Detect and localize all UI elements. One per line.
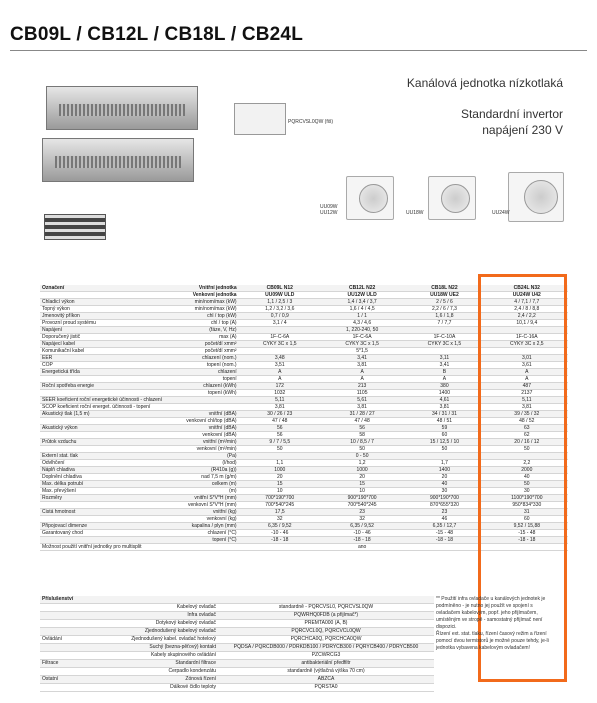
spec-value: 5,61 [321, 397, 403, 404]
spec-value: 0 - 50 [321, 453, 403, 460]
spec-value: CYKY 3C x 2,5 [486, 341, 568, 348]
spec-value [403, 453, 485, 460]
spec-value: 20 [239, 474, 321, 481]
accessory-name: Dálkové čidlo teploty [104, 684, 218, 692]
spec-value: 3,41 [403, 362, 485, 369]
spec-value: 3,01 [486, 355, 568, 362]
spec-unit: chlazení (nom.) [164, 355, 239, 362]
spec-unit: chl / top (kW) [164, 313, 239, 320]
spec-value: 56 [239, 425, 321, 432]
spec-value: 9,52 / 15,88 [486, 523, 568, 530]
spec-label [40, 516, 164, 523]
spec-unit: vnitřní (kg) [164, 509, 239, 516]
spec-value: -15 - 48 [486, 530, 568, 537]
spec-value: A [486, 369, 568, 376]
spec-value: 1F-C-6A [321, 334, 403, 341]
spec-unit: Venkovní jednotka [164, 292, 239, 299]
spec-unit: (l/hod) [164, 460, 239, 467]
spec-label [40, 432, 164, 439]
spec-value: 3,41 [321, 355, 403, 362]
spec-value: UU18W UE2 [403, 292, 485, 299]
spec-value: 31 [486, 509, 568, 516]
spec-value: 50 [239, 446, 321, 453]
spec-label: Napájení [40, 327, 164, 334]
page-title: CB09L / CB12L / CB18L / CB24L [10, 24, 304, 45]
spec-value: 2000 [486, 467, 568, 474]
spec-value: 58 [321, 432, 403, 439]
spec-value: -18 - 18 [321, 537, 403, 544]
accessory-row [40, 612, 434, 620]
spec-value: CYKY 3C x 1,5 [403, 341, 485, 348]
accessory-row [40, 620, 434, 628]
accessory-value: PQDSA / PQRCDB000 / PDRKDB100 / PDRYCB300 / PQRYCB400 / PDRYCB500 [218, 644, 434, 652]
spec-label [40, 502, 164, 509]
spec-label: SEER koeficient roční energetické účinnosti - chlazení [42, 397, 163, 403]
accessory-group: Ostatní [40, 676, 104, 684]
spec-label: Akustický tlak (1,5 m) [40, 411, 164, 418]
spec-value: 9 / 7 / 5,5 [239, 439, 321, 446]
accessory-row [40, 604, 434, 612]
spec-value: 5,11 [486, 397, 568, 404]
spec-value: A [486, 376, 568, 383]
spec-value: 6,35 / 12,7 [403, 523, 485, 530]
product-type: Kanálová jednotka nízkotlaká [406, 76, 563, 90]
spec-value: 1,4 / 3,4 / 3,7 [321, 299, 403, 306]
spec-unit: venkovní Š*V*H (mm) [164, 502, 239, 509]
spec-value: 3,1 / 4 [239, 320, 321, 327]
spec-label: Komunikační kabel [40, 348, 164, 355]
spec-value: CYKY 3C x 1,5 [239, 341, 321, 348]
accessories-header: Příslušenství [40, 596, 434, 604]
spec-unit: chl / top (A) [164, 320, 239, 327]
spec-label: Doplnění chladiva [40, 474, 164, 481]
spec-label: Provozní proud systému [40, 320, 164, 327]
accessory-row [40, 644, 434, 652]
spec-value: 63 [486, 425, 568, 432]
spec-value: 40 [486, 474, 568, 481]
spec-label: Možnost použití vnitřní jednotky pro multisplit [40, 544, 164, 551]
spec-value: 487 [486, 383, 568, 390]
spec-value: 20 [403, 474, 485, 481]
spec-value: 34 / 31 / 31 [403, 411, 485, 418]
accessory-value: PQWRHQ0FDB (a přijímač*) [218, 612, 434, 620]
accessory-value: PQRSTA0 [218, 684, 434, 692]
spec-value: CB24L N32 [486, 285, 568, 292]
spec-value: 5,11 [239, 397, 321, 404]
spec-value: 870*655*320 [403, 502, 485, 509]
spec-value: 46 [403, 516, 485, 523]
outdoor-unit-label-2: UU18W [406, 210, 424, 216]
spec-value: 3,81 [486, 404, 568, 411]
title-divider [10, 50, 587, 51]
spec-label: Externí stat. tlak [40, 453, 164, 460]
spec-value: 5*1,5 [321, 348, 403, 355]
spec-value: 3,61 [486, 362, 568, 369]
spec-value: 15 [321, 481, 403, 488]
spec-unit: (fáze, V, Hz) [164, 327, 239, 334]
spec-value: 50 [321, 446, 403, 453]
accessory-group [40, 684, 104, 692]
spec-label: Max. délka potrubí [40, 481, 164, 488]
accessory-value: standardně (výtlačná výška 70 cm) [218, 668, 434, 676]
accessory-name: Standardní filtrace [104, 660, 218, 668]
spec-value: 1,2 / 3,2 / 3,6 [239, 306, 321, 313]
spec-unit [164, 397, 239, 404]
spec-value [403, 544, 485, 551]
spec-value: 62 [486, 432, 568, 439]
spec-value: 15 / 12,5 / 10 [403, 439, 485, 446]
accessory-name: Zjednodušený kabel. ovladač hotelový [104, 636, 218, 644]
spec-value: 1F-C-10A [403, 334, 485, 341]
remote-label: PQRCVSL0QW (fiš) [288, 119, 334, 125]
spec-value [403, 348, 485, 355]
spec-value: UU09W ULD [239, 292, 321, 299]
spec-label: Jmenovitý příkon [40, 313, 164, 320]
spec-value: 20 / 16 / 12 [486, 439, 568, 446]
spec-value: 10 [239, 488, 321, 495]
spec-value: 10,1 / 9,4 [486, 320, 568, 327]
spec-value: CB12L N22 [321, 285, 403, 292]
spec-value: 2 / 5 / 6 [403, 299, 485, 306]
accessory-name: Kabely skupinového ovládání [104, 652, 218, 660]
spec-value: 56 [321, 425, 403, 432]
accessory-row [40, 660, 434, 668]
spec-label: Odvlhčení [40, 460, 164, 467]
spec-value: 1, 220-240, 50 [321, 327, 403, 334]
accessory-group: Filtrace [40, 660, 104, 668]
spec-value: 48 / 51 [403, 418, 485, 425]
accessories-table [40, 596, 434, 692]
spec-value: -10 - 46 [239, 530, 321, 537]
accessory-value: PZCWRCG3 [218, 652, 434, 660]
spec-unit: vnitřní Š*V*H (mm) [164, 495, 239, 502]
spec-value: 1400 [403, 467, 485, 474]
spec-value: 900*190*700 [321, 495, 403, 502]
spec-label: Akustický výkon [40, 425, 164, 432]
spec-value: 1100*190*700 [486, 495, 568, 502]
spec-value: 1000 [239, 467, 321, 474]
spec-value: ano [321, 544, 403, 551]
spec-label [40, 292, 164, 299]
spec-label: Topný výkon [40, 306, 164, 313]
spec-value: 1F-C-16A [486, 334, 568, 341]
spec-unit [164, 404, 239, 411]
spec-value: 3,48 [239, 355, 321, 362]
accessory-value: standardně - PQRCVSL0, PQRCVSL0QW [218, 604, 434, 612]
outdoor-unit-label-3: UU24W [492, 210, 510, 216]
spec-label [40, 376, 164, 383]
spec-value: 10 [321, 488, 403, 495]
spec-label: Rozměry [40, 495, 164, 502]
spec-value: CB18L N22 [403, 285, 485, 292]
spec-value: 23 [403, 509, 485, 516]
spec-value: -15 - 48 [403, 530, 485, 537]
accessory-group: Ovládání [40, 636, 104, 644]
spec-unit [164, 544, 239, 551]
spec-unit: min/nom/max (kW) [164, 299, 239, 306]
spec-value: 2,4 / 8 / 8,8 [486, 306, 568, 313]
spec-value: 40 [403, 481, 485, 488]
accessory-value: PQRCVCL0Q, PQRCVCL0QW [218, 628, 434, 636]
spec-value: 4 / 7,1 / 7,7 [486, 299, 568, 306]
spec-value [403, 327, 485, 334]
spec-unit: Vnitřní jednotka [164, 285, 239, 292]
spec-label: Čistá hmotnost [40, 509, 164, 516]
spec-value: 30 [486, 488, 568, 495]
spec-value: 59 [403, 425, 485, 432]
spec-label: SCOP koeficient roční energet. účinnosti - topení [40, 404, 164, 411]
spec-value: 1,6 / 1,8 [403, 313, 485, 320]
accessory-group [40, 668, 104, 676]
spec-value: 31 / 28 / 27 [321, 411, 403, 418]
spec-value: A [321, 369, 403, 376]
spec-value: 1400 [403, 390, 485, 397]
spec-label [40, 418, 164, 425]
spec-value: 2,4 / 2,2 [486, 313, 568, 320]
outdoor-unit-label-1: UU09W UU12W [320, 204, 338, 216]
accessory-row [40, 684, 434, 692]
inverter-line: Standardní invertor [460, 107, 563, 121]
spec-value: 2137 [486, 390, 568, 397]
accessory-name: Čerpadlo kondenzátu [104, 668, 218, 676]
spec-label: Energetická třída [40, 369, 164, 376]
spec-value: 1032 [239, 390, 321, 397]
spec-unit: topení (nom.) [164, 362, 239, 369]
spec-label: Max. převýšení [40, 488, 164, 495]
spec-label: Roční spotřeba energie [40, 383, 164, 390]
spec-label [40, 537, 164, 544]
accessory-group [40, 644, 104, 652]
spec-unit: vnitřní (m³/min) [164, 439, 239, 446]
accessory-name: Dotykový kabelový ovladač [104, 620, 218, 628]
indoor-unit-image-bottom [42, 138, 194, 182]
spec-unit: min/nom/max (kW) [164, 306, 239, 313]
spec-label: Doporučený jistič [40, 334, 164, 341]
spec-value: 1,6 / 4 / 4,5 [321, 306, 403, 313]
spec-value: 900*190*700 [403, 495, 485, 502]
spec-value: 4,3 / 4,6 [321, 320, 403, 327]
accessory-value: PQRCHCA0Q, PQRCHCA0QW [218, 636, 434, 644]
spec-label: Průtok vzduchu [40, 439, 164, 446]
spec-value: 6,35 / 9,52 [239, 523, 321, 530]
accessory-value: ABZCA [218, 676, 434, 684]
accessory-name: Infra ovladač [104, 612, 218, 620]
spec-value: A [239, 369, 321, 376]
spec-value: 17,5 [239, 509, 321, 516]
spec-unit: nad 7,5 m (g/m) [164, 474, 239, 481]
indoor-unit-image-top [46, 86, 198, 130]
spec-value: -18 - 18 [486, 537, 568, 544]
spec-value: 60 [486, 516, 568, 523]
outdoor-unit-image-2 [428, 176, 476, 220]
spec-unit: chlazení [164, 369, 239, 376]
accessory-value: antibakteriální předfiltr [218, 660, 434, 668]
spec-value: 1,1 / 2,5 / 3 [239, 299, 321, 306]
spec-value: 3,81 [321, 362, 403, 369]
spec-label: Garantovaný chod [40, 530, 164, 537]
spec-value: 700*540*245 [239, 502, 321, 509]
spec-value: 6,35 / 9,52 [321, 523, 403, 530]
spec-value: 1000 [321, 467, 403, 474]
spec-value: 15 [239, 481, 321, 488]
spec-unit: topení [164, 376, 239, 383]
spec-unit: venkovní (kg) [164, 516, 239, 523]
spec-value: A [403, 376, 485, 383]
accessory-row [40, 676, 434, 684]
spec-value: -18 - 18 [403, 537, 485, 544]
spec-value: 50 [486, 446, 568, 453]
spec-value: CYKY 3C x 1,5 [321, 341, 403, 348]
spec-value: 1105 [321, 390, 403, 397]
accessory-group [40, 612, 104, 620]
spec-unit: max (A) [164, 334, 239, 341]
spec-value: 50 [403, 446, 485, 453]
spec-value: -10 - 46 [321, 530, 403, 537]
spec-value: 56 [239, 432, 321, 439]
spec-value: 47 / 48 [321, 418, 403, 425]
spec-unit: celkem (m) [164, 481, 239, 488]
accessory-group [40, 628, 104, 636]
spec-value: 39 / 35 / 32 [486, 411, 568, 418]
spec-value: A [321, 376, 403, 383]
spec-unit: (m) [164, 488, 239, 495]
spec-value: 0,7 / 0,9 [239, 313, 321, 320]
spec-value: 4,61 [403, 397, 485, 404]
spec-unit: počet/dí xmm² [164, 348, 239, 355]
spec-unit: kapalina / plyn (mm) [164, 523, 239, 530]
accessory-group [40, 620, 104, 628]
spec-label [40, 446, 164, 453]
spec-label: Označení [40, 285, 164, 292]
accessories-header-row [40, 596, 434, 604]
accessory-value: PREMTA000 (A, B) [218, 620, 434, 628]
spec-value: 1,2 [321, 460, 403, 467]
spec-value: 50 [486, 481, 568, 488]
spec-value: 172 [239, 383, 321, 390]
spec-label: COP [40, 362, 164, 369]
spec-value: 3,51 [239, 362, 321, 369]
spec-value: A [239, 376, 321, 383]
spec-unit: vnitřní (dBA) [164, 411, 239, 418]
spec-value: 3,81 [321, 404, 403, 411]
spec-unit: topení (kWh) [164, 390, 239, 397]
inverter-info [461, 106, 563, 138]
accessory-row [40, 668, 434, 676]
spec-value: 950*834*330 [486, 502, 568, 509]
spec-unit: chlazení (kWh) [164, 383, 239, 390]
spec-value: 47 / 48 [239, 418, 321, 425]
spec-value: B [403, 369, 485, 376]
accessory-name: Kabelový ovladač [104, 604, 218, 612]
spec-label: Chladicí výkon [40, 299, 164, 306]
spec-value: CB09L N12 [239, 285, 321, 292]
spec-value [239, 348, 321, 355]
spec-unit: topení (°C) [164, 537, 239, 544]
spec-value: 2,2 [486, 460, 568, 467]
accessory-row [40, 628, 434, 636]
spec-label: Připojovací dimenze [40, 523, 164, 530]
spec-value: 2,2 / 6 / 7,3 [403, 306, 485, 313]
spec-value: 30 [403, 488, 485, 495]
spec-value: 23 [321, 509, 403, 516]
spec-value: 10 / 8,5 / 7 [321, 439, 403, 446]
spec-value [239, 453, 321, 460]
spec-value: 1,1 [239, 460, 321, 467]
accessory-row [40, 652, 434, 660]
spec-unit: venkovní (dBA) [164, 432, 239, 439]
accessory-name: Zónová řízení [104, 676, 218, 684]
spec-value: 700*190*700 [239, 495, 321, 502]
spec-unit: venkovní (m³/min) [164, 446, 239, 453]
spec-value: UU12W ULD [321, 292, 403, 299]
spec-unit: venkovní chl/top (dBA) [164, 418, 239, 425]
spec-value: 380 [403, 383, 485, 390]
spec-value: 30 / 26 / 23 [239, 411, 321, 418]
spec-value: UU24W U42 [486, 292, 568, 299]
accessory-name: Zjednodušený kabelový ovladač [104, 628, 218, 636]
spec-value: 60 [403, 432, 485, 439]
outdoor-unit-image-3 [508, 172, 564, 222]
spec-value: 32 [321, 516, 403, 523]
spec-label: Napájecí kabel [40, 341, 164, 348]
spec-value: 32 [239, 516, 321, 523]
spec-value: -18 - 18 [239, 537, 321, 544]
spec-unit: (Pa) [164, 453, 239, 460]
voltage-line: napájení 230 V [482, 123, 563, 137]
spec-value [239, 544, 321, 551]
spec-value: 213 [321, 383, 403, 390]
spec-value: 700*540*245 [321, 502, 403, 509]
award-badge-image [44, 214, 106, 240]
accessory-row [40, 636, 434, 644]
spec-value: 3,81 [403, 404, 485, 411]
spec-value: 7 / 7,7 [403, 320, 485, 327]
spec-label [40, 390, 164, 397]
spec-unit: chlazení (°C) [164, 530, 239, 537]
accessory-group [40, 652, 104, 660]
accessory-name: Suchý (bezna-pěťový) kontakt [104, 644, 218, 652]
spec-label: Náplň chladiva [40, 467, 164, 474]
spec-unit: vnitřní (dBA) [164, 425, 239, 432]
outdoor-unit-image-1 [346, 176, 394, 220]
accessory-group [40, 604, 104, 612]
footnote: ** Použití infra ovladače u kanálových jednotek je podmíněno - je nutno jej použít ve spojení s ovladačem kabelovým, popř. jeho přijímačem, umístěným ve stropě - samostatný přijímač není dispozici. Řízení ext. stat. tlaku, řízení časový režim a řízení pomocí dvou termistorů je možné pouze tehdy, je-li jednotka vybavena kabelovým ovladačem! [436, 596, 549, 651]
spec-value: 1 / 1 [321, 313, 403, 320]
remote-controller-image [234, 103, 286, 135]
spec-unit: počet/dí xmm² [164, 341, 239, 348]
spec-value [239, 327, 321, 334]
spec-value: 3,11 [403, 355, 485, 362]
spec-unit: (R410a (g)) [164, 467, 239, 474]
spec-value: 20 [321, 474, 403, 481]
spec-value: 1F-C-6A [239, 334, 321, 341]
spec-value: 1,7 [403, 460, 485, 467]
spec-label: EER [40, 355, 164, 362]
spec-value: 3,81 [239, 404, 321, 411]
spec-value: 48 / 52 [486, 418, 568, 425]
